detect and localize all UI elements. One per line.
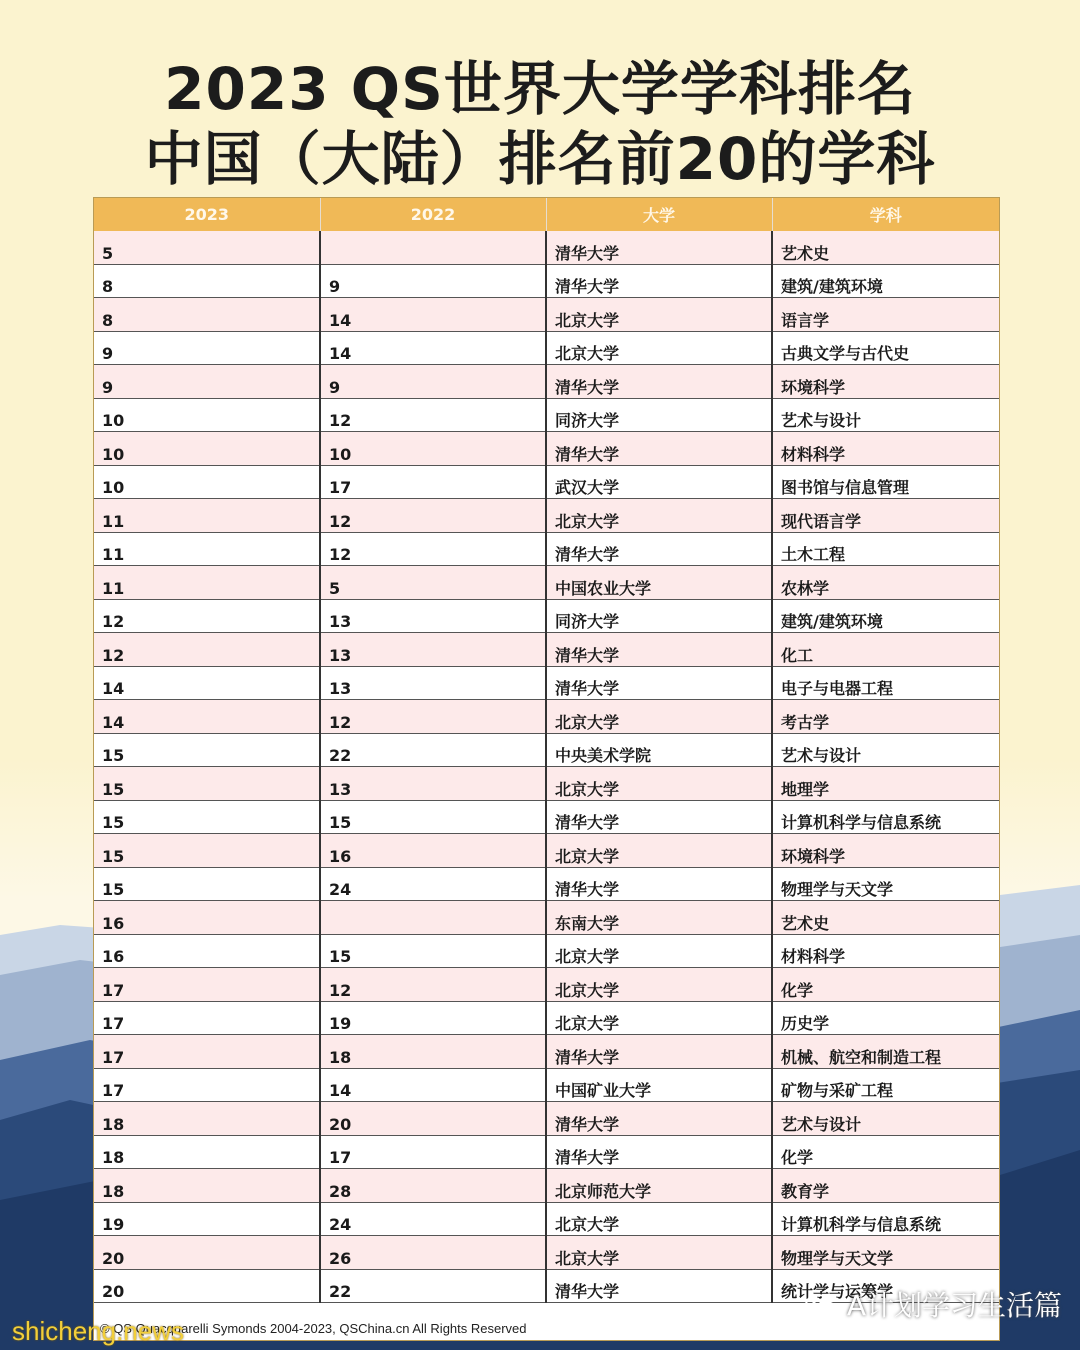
cell-university: 同济大学 — [546, 398, 772, 432]
table-row — [94, 231, 999, 264]
cell-rank-2022: 17 — [320, 465, 546, 499]
cell-rank-2022: 14 — [320, 331, 546, 365]
cell-rank-2023: 18 — [94, 1169, 320, 1203]
table-row — [94, 398, 999, 432]
cell-rank-2022: 13 — [320, 633, 546, 667]
cell-rank-2023: 8 — [94, 298, 320, 332]
cell-rank-2023: 14 — [94, 700, 320, 734]
cell-subject: 机械、航空和制造工程 — [772, 1035, 999, 1069]
wechat-icon — [804, 1292, 838, 1322]
cell-rank-2023: 15 — [94, 834, 320, 868]
cell-subject: 材料科学 — [772, 934, 999, 968]
cell-subject: 图书馆与信息管理 — [772, 465, 999, 499]
cell-rank-2023: 16 — [94, 901, 320, 935]
cell-rank-2022: 9 — [320, 264, 546, 298]
table-row — [94, 834, 999, 868]
cell-university: 武汉大学 — [546, 465, 772, 499]
cell-rank-2023: 19 — [94, 1202, 320, 1236]
cell-subject: 材料科学 — [772, 432, 999, 466]
cell-rank-2022: 12 — [320, 499, 546, 533]
cell-subject: 艺术史 — [772, 231, 999, 264]
header-university: 大学 — [546, 198, 772, 231]
cell-subject: 地理学 — [772, 767, 999, 801]
cell-rank-2023: 10 — [94, 398, 320, 432]
cell-university: 清华大学 — [546, 800, 772, 834]
cell-university: 清华大学 — [546, 633, 772, 667]
watermark-right-text: A计划学习生活篇 — [846, 1289, 1063, 1322]
cell-rank-2022: 19 — [320, 1001, 546, 1035]
table-row — [94, 666, 999, 700]
cell-rank-2023: 15 — [94, 800, 320, 834]
cell-university: 东南大学 — [546, 901, 772, 935]
cell-rank-2022: 18 — [320, 1035, 546, 1069]
cell-rank-2022: 10 — [320, 432, 546, 466]
cell-rank-2023: 17 — [94, 968, 320, 1002]
cell-subject: 历史学 — [772, 1001, 999, 1035]
cell-subject: 农林学 — [772, 566, 999, 600]
cell-university: 北京大学 — [546, 1236, 772, 1270]
cell-rank-2023: 12 — [94, 599, 320, 633]
cell-rank-2022: 13 — [320, 767, 546, 801]
cell-rank-2022: 12 — [320, 532, 546, 566]
cell-subject: 艺术史 — [772, 901, 999, 935]
cell-rank-2022: 20 — [320, 1102, 546, 1136]
cell-subject: 计算机科学与信息系统 — [772, 1202, 999, 1236]
cell-rank-2023: 10 — [94, 465, 320, 499]
cell-university: 清华大学 — [546, 1102, 772, 1136]
table-row — [94, 465, 999, 499]
cell-rank-2022: 24 — [320, 867, 546, 901]
table-row — [94, 733, 999, 767]
cell-rank-2023: 15 — [94, 767, 320, 801]
cell-university: 北京大学 — [546, 331, 772, 365]
watermark-left: shicheng.news — [12, 1316, 184, 1346]
cell-rank-2023: 5 — [94, 231, 320, 264]
cell-rank-2022: 22 — [320, 1269, 546, 1303]
cell-subject: 教育学 — [772, 1169, 999, 1203]
cell-subject: 语言学 — [772, 298, 999, 332]
table-row — [94, 934, 999, 968]
cell-subject: 化学 — [772, 968, 999, 1002]
title-line-1: 2023 QS世界大学学科排名 — [164, 55, 916, 123]
table-row — [94, 331, 999, 365]
cell-rank-2022: 16 — [320, 834, 546, 868]
header-2022: 2022 — [320, 198, 546, 231]
cell-rank-2022: 28 — [320, 1169, 546, 1203]
cell-subject: 艺术与设计 — [772, 733, 999, 767]
cell-rank-2022: 13 — [320, 666, 546, 700]
table-row — [94, 767, 999, 801]
cell-university: 北京大学 — [546, 1202, 772, 1236]
table-body — [94, 231, 999, 1303]
cell-university: 清华大学 — [546, 666, 772, 700]
cell-subject: 化工 — [772, 633, 999, 667]
cell-university: 中国农业大学 — [546, 566, 772, 600]
cell-university: 清华大学 — [546, 264, 772, 298]
copyright-footer: © QS Quacquarelli Symonds 2004-2023, QSChina.cn All Rights Reserved — [100, 1321, 527, 1336]
cell-rank-2022: 12 — [320, 398, 546, 432]
cell-university: 北京大学 — [546, 700, 772, 734]
cell-university: 清华大学 — [546, 1135, 772, 1169]
cell-university: 北京师范大学 — [546, 1169, 772, 1203]
cell-rank-2022: 12 — [320, 968, 546, 1002]
cell-subject: 艺术与设计 — [772, 1102, 999, 1136]
cell-rank-2023: 11 — [94, 499, 320, 533]
cell-university: 清华大学 — [546, 432, 772, 466]
ranking-table-container — [93, 197, 1000, 1341]
cell-subject: 物理学与天文学 — [772, 867, 999, 901]
cell-subject: 物理学与天文学 — [772, 1236, 999, 1270]
cell-rank-2022: 15 — [320, 934, 546, 968]
table-header-row — [94, 198, 999, 231]
cell-rank-2022: 5 — [320, 566, 546, 600]
cell-university: 同济大学 — [546, 599, 772, 633]
cell-subject: 电子与电器工程 — [772, 666, 999, 700]
cell-subject: 现代语言学 — [772, 499, 999, 533]
table-row — [94, 432, 999, 466]
cell-rank-2022: 9 — [320, 365, 546, 399]
cell-rank-2023: 18 — [94, 1102, 320, 1136]
table-row — [94, 1236, 999, 1270]
cell-rank-2023: 14 — [94, 666, 320, 700]
cell-rank-2023: 10 — [94, 432, 320, 466]
cell-rank-2023: 16 — [94, 934, 320, 968]
cell-rank-2023: 15 — [94, 733, 320, 767]
cell-university: 清华大学 — [546, 532, 772, 566]
cell-rank-2023: 8 — [94, 264, 320, 298]
cell-rank-2022: 14 — [320, 298, 546, 332]
table-row — [94, 901, 999, 935]
title-line-2: 中国（大陆）排名前20的学科 — [144, 125, 936, 193]
cell-rank-2023: 11 — [94, 532, 320, 566]
cell-rank-2023: 9 — [94, 365, 320, 399]
cell-subject: 矿物与采矿工程 — [772, 1068, 999, 1102]
cell-subject: 艺术与设计 — [772, 398, 999, 432]
table-row — [94, 532, 999, 566]
cell-rank-2023: 20 — [94, 1236, 320, 1270]
cell-subject: 土木工程 — [772, 532, 999, 566]
cell-university: 北京大学 — [546, 298, 772, 332]
table-row — [94, 1169, 999, 1203]
cell-rank-2023: 11 — [94, 566, 320, 600]
cell-university: 北京大学 — [546, 499, 772, 533]
cell-subject: 考古学 — [772, 700, 999, 734]
table-row — [94, 1035, 999, 1069]
cell-university: 北京大学 — [546, 934, 772, 968]
table-row — [94, 499, 999, 533]
cell-university: 清华大学 — [546, 1269, 772, 1303]
cell-university: 清华大学 — [546, 867, 772, 901]
cell-subject: 建筑/建筑环境 — [772, 599, 999, 633]
table-row — [94, 968, 999, 1002]
watermark-right — [804, 1284, 1062, 1324]
cell-subject: 建筑/建筑环境 — [772, 264, 999, 298]
table-row — [94, 700, 999, 734]
cell-university: 清华大学 — [546, 365, 772, 399]
cell-university: 北京大学 — [546, 834, 772, 868]
header-subject: 学科 — [772, 198, 999, 231]
table-row — [94, 1102, 999, 1136]
cell-subject: 统计学与运筹学 — [772, 1269, 999, 1303]
cell-rank-2023: 17 — [94, 1001, 320, 1035]
cell-rank-2022 — [320, 901, 546, 935]
cell-university: 清华大学 — [546, 231, 772, 264]
cell-subject: 计算机科学与信息系统 — [772, 800, 999, 834]
table-row — [94, 633, 999, 667]
cell-university: 北京大学 — [546, 1001, 772, 1035]
ranking-table — [94, 198, 999, 1303]
cell-university: 北京大学 — [546, 968, 772, 1002]
cell-subject: 环境科学 — [772, 834, 999, 868]
table-row — [94, 264, 999, 298]
cell-university: 中央美术学院 — [546, 733, 772, 767]
table-row — [94, 1001, 999, 1035]
cell-university: 北京大学 — [546, 767, 772, 801]
table-row — [94, 1068, 999, 1102]
cell-rank-2023: 17 — [94, 1035, 320, 1069]
table-row — [94, 298, 999, 332]
cell-rank-2023: 15 — [94, 867, 320, 901]
cell-university: 中国矿业大学 — [546, 1068, 772, 1102]
cell-subject: 化学 — [772, 1135, 999, 1169]
cell-rank-2023: 9 — [94, 331, 320, 365]
cell-rank-2022: 14 — [320, 1068, 546, 1102]
cell-rank-2023: 12 — [94, 633, 320, 667]
cell-university: 清华大学 — [546, 1035, 772, 1069]
cell-rank-2022: 17 — [320, 1135, 546, 1169]
cell-rank-2023: 17 — [94, 1068, 320, 1102]
table-row — [94, 599, 999, 633]
table-row — [94, 566, 999, 600]
table-row — [94, 800, 999, 834]
cell-rank-2023: 20 — [94, 1269, 320, 1303]
cell-rank-2023: 18 — [94, 1135, 320, 1169]
table-row — [94, 1135, 999, 1169]
cell-rank-2022: 26 — [320, 1236, 546, 1270]
cell-rank-2022 — [320, 231, 546, 264]
cell-subject: 环境科学 — [772, 365, 999, 399]
header-2023: 2023 — [94, 198, 320, 231]
table-row — [94, 1202, 999, 1236]
cell-rank-2022: 13 — [320, 599, 546, 633]
cell-rank-2022: 12 — [320, 700, 546, 734]
cell-rank-2022: 22 — [320, 733, 546, 767]
cell-rank-2022: 24 — [320, 1202, 546, 1236]
table-row — [94, 365, 999, 399]
table-row — [94, 867, 999, 901]
cell-subject: 古典文学与古代史 — [772, 331, 999, 365]
cell-rank-2022: 15 — [320, 800, 546, 834]
